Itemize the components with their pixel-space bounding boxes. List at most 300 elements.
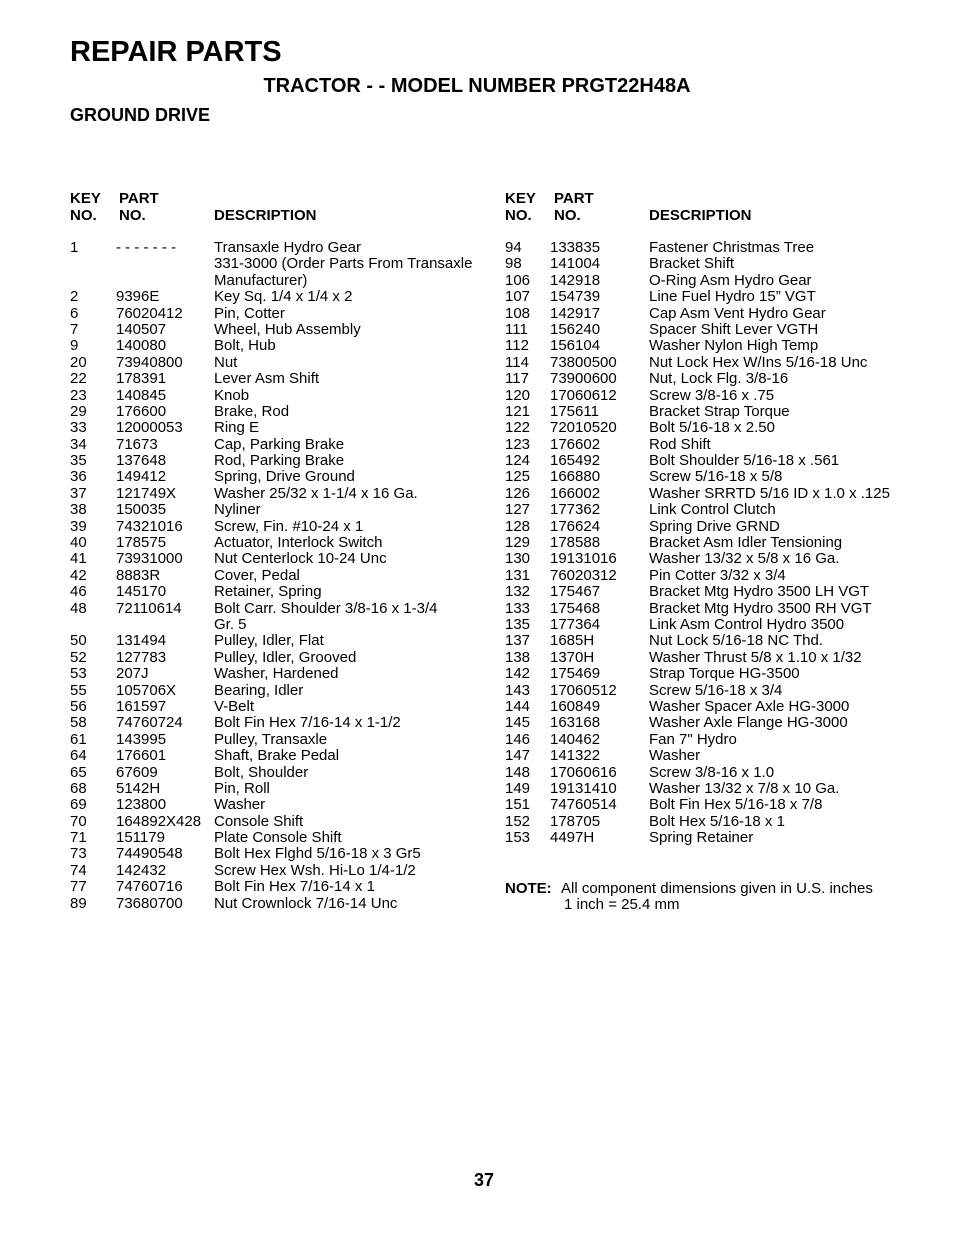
list-item xyxy=(505,732,945,748)
list-item xyxy=(505,256,945,272)
part-key-no: 120 xyxy=(505,386,531,404)
list-item xyxy=(505,666,945,682)
header-no-label: NO. xyxy=(505,207,532,224)
part-key-no: 55 xyxy=(70,681,87,699)
part-description: Manufacturer) xyxy=(214,271,308,289)
list-item xyxy=(70,896,490,912)
part-description: Cover, Pedal xyxy=(214,566,300,584)
list-item xyxy=(70,322,490,338)
part-number: 121749X xyxy=(116,484,177,502)
part-description: Bracket Mtg Hydro 3500 RH VGT xyxy=(649,599,872,617)
part-key-no: 38 xyxy=(70,501,87,519)
list-item xyxy=(70,765,490,781)
part-key-no: 153 xyxy=(505,829,531,847)
part-number: 143995 xyxy=(116,730,167,748)
part-number: 176600 xyxy=(116,402,167,420)
part-description: Spring Retainer xyxy=(649,829,754,847)
part-description: Plate Console Shift xyxy=(214,829,342,847)
part-number: 74760716 xyxy=(116,878,183,896)
part-description: Line Fuel Hydro 15” VGT xyxy=(649,288,816,306)
part-key-no: 127 xyxy=(505,501,531,519)
part-number: 73680700 xyxy=(116,894,183,912)
list-item xyxy=(70,797,490,813)
part-key-no: 148 xyxy=(505,763,531,781)
part-number: 151179 xyxy=(116,829,165,847)
part-description: Link Asm Control Hydro 3500 xyxy=(649,615,845,633)
list-item xyxy=(505,748,945,764)
header-key-label: KEY xyxy=(70,190,101,207)
list-item xyxy=(70,256,490,272)
part-description: Screw 3/8-16 x 1.0 xyxy=(649,763,775,781)
part-number: 175467 xyxy=(550,583,601,601)
page-number: 37 xyxy=(473,1170,495,1190)
part-number: 131494 xyxy=(116,632,167,650)
part-description: Nut Centerlock 10-24 Unc xyxy=(214,550,387,568)
part-description: Pulley, Transaxle xyxy=(214,730,328,748)
part-key-no: 46 xyxy=(70,583,87,601)
list-item xyxy=(505,322,945,338)
header-part-no xyxy=(554,190,594,224)
list-item xyxy=(70,814,490,830)
part-number: 74760724 xyxy=(116,714,183,732)
part-key-no: 2 xyxy=(70,288,79,306)
part-description: O-Ring Asm Hydro Gear xyxy=(649,271,812,289)
part-key-no: 34 xyxy=(70,435,87,453)
list-item xyxy=(70,486,490,502)
part-number: - - - - - - - xyxy=(116,239,176,256)
part-description: Nut Lock 5/16-18 NC Thd. xyxy=(649,632,823,650)
list-item xyxy=(70,502,490,518)
part-number: 164892X428 xyxy=(116,812,202,830)
part-key-no: 133 xyxy=(505,599,531,617)
part-description: Knob xyxy=(214,386,250,404)
part-key-no: 22 xyxy=(70,370,87,388)
model-subtitle: TRACTOR - - MODEL NUMBER PRGT22H48A xyxy=(263,75,691,97)
part-description: Console Shift xyxy=(214,812,304,830)
part-key-no: 37 xyxy=(70,484,87,502)
part-number: 71673 xyxy=(116,435,158,453)
part-key-no: 125 xyxy=(505,468,531,486)
part-description: Pin Cotter 3/32 x 3/4 xyxy=(649,566,786,584)
list-item xyxy=(70,388,490,404)
part-description: Washer SRRTD 5/16 ID x 1.0 x .125 xyxy=(649,484,890,502)
part-description: Link Control Clutch xyxy=(649,501,776,519)
list-item xyxy=(505,273,945,289)
list-item xyxy=(70,355,490,371)
part-key-no: 138 xyxy=(505,648,531,666)
part-description: Pin, Cotter xyxy=(214,304,285,322)
list-item xyxy=(505,519,945,535)
list-item xyxy=(505,338,945,354)
part-number: 141322 xyxy=(550,747,601,765)
part-number: 140845 xyxy=(116,386,167,404)
part-description: Washer 13/32 x 7/8 x 10 Ga. xyxy=(649,779,840,797)
part-key-no: 42 xyxy=(70,566,87,584)
part-number: 142917 xyxy=(550,304,601,322)
part-description: Bracket Shift xyxy=(649,255,735,273)
list-item xyxy=(505,650,945,666)
part-key-no: 48 xyxy=(70,599,87,617)
list-item xyxy=(70,273,490,289)
part-key-no: 130 xyxy=(505,550,531,568)
part-number: 72010520 xyxy=(550,419,617,437)
part-description: Screw 5/16-18 x 3/4 xyxy=(649,681,783,699)
part-description: Fastener Christmas Tree xyxy=(649,239,815,256)
header-part-label: PART xyxy=(119,190,159,207)
part-key-no: 147 xyxy=(505,747,531,765)
list-item xyxy=(70,601,490,617)
part-key-no: 77 xyxy=(70,878,87,896)
list-item xyxy=(505,699,945,715)
header-no-label: NO. xyxy=(554,207,581,224)
part-number: 176602 xyxy=(550,435,601,453)
part-description: Bearing, Idler xyxy=(214,681,304,699)
part-number: 177362 xyxy=(550,501,601,519)
part-description: Washer Thrust 5/8 x 1.10 x 1/32 xyxy=(649,648,862,666)
part-description: Bolt Fin Hex 5/16-18 x 7/8 xyxy=(649,796,823,814)
part-number: 149412 xyxy=(116,468,167,486)
part-key-no: 41 xyxy=(70,550,87,568)
part-key-no: 89 xyxy=(70,894,87,912)
part-number: 140507 xyxy=(116,320,167,338)
part-description: Nyliner xyxy=(214,501,261,519)
part-key-no: 56 xyxy=(70,697,87,715)
part-number: 76020412 xyxy=(116,304,183,322)
part-number: 178391 xyxy=(116,370,167,388)
list-item xyxy=(505,502,945,518)
part-number: 73800500 xyxy=(550,353,617,371)
list-item xyxy=(505,404,945,420)
part-key-no: 7 xyxy=(70,320,79,338)
list-item xyxy=(505,814,945,830)
part-description: Bolt 5/16-18 x 2.50 xyxy=(649,419,775,437)
part-key-no: 40 xyxy=(70,534,87,552)
section-heading: GROUND DRIVE xyxy=(70,105,211,125)
part-description: V-Belt xyxy=(214,697,255,715)
list-item xyxy=(505,551,945,567)
part-key-no: 146 xyxy=(505,730,531,748)
part-key-no: 135 xyxy=(505,615,531,633)
part-number: 127783 xyxy=(116,648,167,666)
list-item xyxy=(505,453,945,469)
part-key-no: 69 xyxy=(70,796,87,814)
list-item xyxy=(70,617,490,633)
part-description: 331-3000 (Order Parts From Transaxle xyxy=(214,255,473,273)
part-description: Fan 7" Hydro xyxy=(649,730,737,748)
list-item xyxy=(70,781,490,797)
part-description: Washer xyxy=(649,747,701,765)
part-description: Ring E xyxy=(214,419,260,437)
part-number: 19131016 xyxy=(550,550,617,568)
list-item xyxy=(70,846,490,862)
header-key-no xyxy=(505,190,536,224)
part-number: 19131410 xyxy=(550,779,617,797)
part-key-no: 149 xyxy=(505,779,531,797)
part-description: Retainer, Spring xyxy=(214,583,322,601)
part-description: Screw Hex Wsh. Hi-Lo 1/4-1/2 xyxy=(214,861,416,879)
part-description: Key Sq. 1/4 x 1/4 x 2 xyxy=(214,288,353,306)
part-number: 17060612 xyxy=(550,386,617,404)
part-description: Washer 25/32 x 1-1/4 x 16 Ga. xyxy=(214,484,418,502)
part-number: 123800 xyxy=(116,796,167,814)
list-item xyxy=(70,584,490,600)
list-item xyxy=(70,732,490,748)
list-item xyxy=(505,715,945,731)
list-item xyxy=(505,601,945,617)
part-description: Pulley, Idler, Flat xyxy=(214,632,324,650)
part-description: Gr. 5 xyxy=(214,615,247,633)
part-number: 1685H xyxy=(550,632,595,650)
header-key-no xyxy=(70,190,101,224)
part-number: 142432 xyxy=(116,861,167,879)
part-description: Screw 5/16-18 x 5/8 xyxy=(649,468,783,486)
part-description: Washer, Hardened xyxy=(214,665,339,683)
part-key-no: 73 xyxy=(70,845,87,863)
part-description: Screw 3/8-16 x .75 xyxy=(649,386,775,404)
header-part-label: PART xyxy=(554,190,594,207)
list-item xyxy=(505,568,945,584)
part-key-no: 112 xyxy=(505,337,529,355)
part-key-no: 39 xyxy=(70,517,87,535)
part-key-no: 33 xyxy=(70,419,87,437)
part-key-no: 23 xyxy=(70,386,87,404)
part-number: 177364 xyxy=(550,615,601,633)
part-number: 17060512 xyxy=(550,681,617,699)
part-number: 178575 xyxy=(116,534,167,552)
list-item xyxy=(70,879,490,895)
part-description: Nut, Lock Flg. 3/8-16 xyxy=(649,370,789,388)
list-item xyxy=(505,355,945,371)
part-key-no: 70 xyxy=(70,812,87,830)
part-key-no: 121 xyxy=(505,402,531,420)
part-number: 160849 xyxy=(550,697,601,715)
note-text: All component dimensions given in U.S. inches xyxy=(561,880,873,897)
part-number: 163168 xyxy=(550,714,601,732)
part-number: 178705 xyxy=(550,812,601,830)
part-description: Washer 13/32 x 5/8 x 16 Ga. xyxy=(649,550,840,568)
part-description: Actuator, Interlock Switch xyxy=(214,534,383,552)
list-item xyxy=(505,240,945,256)
list-item xyxy=(505,617,945,633)
part-description: Strap Torque HG-3500 xyxy=(649,665,800,683)
list-item xyxy=(70,306,490,322)
part-description: Rod Shift xyxy=(649,435,711,453)
header-no-label: NO. xyxy=(119,207,146,224)
part-key-no: 74 xyxy=(70,861,87,879)
list-item xyxy=(505,371,945,387)
part-key-no: 124 xyxy=(505,452,531,470)
list-item xyxy=(505,437,945,453)
part-description: Bolt, Shoulder xyxy=(214,763,309,781)
part-key-no: 106 xyxy=(505,271,531,289)
part-number: 5142H xyxy=(116,779,161,797)
part-number: 73940800 xyxy=(116,353,183,371)
part-number: 166002 xyxy=(550,484,601,502)
list-item xyxy=(70,748,490,764)
list-item xyxy=(70,469,490,485)
part-description: Nut Crownlock 7/16-14 Unc xyxy=(214,894,398,912)
part-number: 73900600 xyxy=(550,370,617,388)
part-description: Cap, Parking Brake xyxy=(214,435,345,453)
part-key-no: 129 xyxy=(505,534,531,552)
part-key-no: 29 xyxy=(70,402,87,420)
part-description: Screw, Fin. #10-24 x 1 xyxy=(214,517,364,535)
list-item xyxy=(505,683,945,699)
part-description: Bolt Fin Hex 7/16-14 x 1 xyxy=(214,878,375,896)
part-number: 145170 xyxy=(116,583,167,601)
header-no-label: NO. xyxy=(70,207,97,224)
header-key-label: KEY xyxy=(505,190,536,207)
part-number: 1370H xyxy=(550,648,595,666)
part-description: Bracket Mtg Hydro 3500 LH VGT xyxy=(649,583,870,601)
part-number: 178588 xyxy=(550,534,601,552)
part-key-no: 64 xyxy=(70,747,87,765)
part-key-no: 117 xyxy=(505,370,529,388)
list-item xyxy=(70,568,490,584)
part-key-no: 131 xyxy=(505,566,531,584)
header-description: DESCRIPTION xyxy=(214,207,317,224)
list-item xyxy=(70,338,490,354)
list-item xyxy=(70,715,490,731)
part-key-no: 126 xyxy=(505,484,531,502)
part-key-no: 143 xyxy=(505,681,531,699)
list-item xyxy=(505,289,945,305)
list-item xyxy=(505,830,945,846)
part-description: Bracket Asm Idler Tensioning xyxy=(649,534,843,552)
list-item xyxy=(70,371,490,387)
list-item xyxy=(505,420,945,436)
part-number: 165492 xyxy=(550,452,601,470)
part-number: 161597 xyxy=(116,697,167,715)
list-item xyxy=(505,797,945,813)
part-key-no: 58 xyxy=(70,714,87,732)
part-number: 156240 xyxy=(550,320,601,338)
part-number: 156104 xyxy=(550,337,601,355)
list-item xyxy=(505,584,945,600)
list-item xyxy=(505,388,945,404)
part-key-no: 98 xyxy=(505,255,522,273)
part-key-no: 6 xyxy=(70,304,79,322)
list-item xyxy=(70,453,490,469)
part-description: Bolt Hex Flghd 5/16-18 x 3 Gr5 xyxy=(214,845,421,863)
list-item xyxy=(70,437,490,453)
parts-list-left xyxy=(70,240,490,912)
list-item xyxy=(70,420,490,436)
part-key-no: 151 xyxy=(505,796,531,814)
part-key-no: 152 xyxy=(505,812,531,830)
part-key-no: 107 xyxy=(505,288,531,306)
part-number: 4497H xyxy=(550,829,595,847)
note xyxy=(505,880,873,913)
part-description: Bolt Shoulder 5/16-18 x .561 xyxy=(649,452,840,470)
part-key-no: 9 xyxy=(70,337,79,355)
part-description: Shaft, Brake Pedal xyxy=(214,747,340,765)
list-item xyxy=(70,535,490,551)
list-item xyxy=(70,699,490,715)
part-description: Washer Spacer Axle HG-3000 xyxy=(649,697,850,715)
part-key-no: 123 xyxy=(505,435,531,453)
part-key-no: 111 xyxy=(505,320,528,338)
part-description: Transaxle Hydro Gear xyxy=(214,239,361,256)
part-description: Bolt Carr. Shoulder 3/8-16 x 1-3/4 xyxy=(214,599,438,617)
part-description: Nut Lock Hex W/Ins 5/16-18 Unc xyxy=(649,353,868,371)
part-description: Pin, Roll xyxy=(214,779,270,797)
part-description: Nut xyxy=(214,353,238,371)
part-number: 142918 xyxy=(550,271,601,289)
header-part-no xyxy=(119,190,159,224)
part-description: Bracket Strap Torque xyxy=(649,402,790,420)
part-number: 140462 xyxy=(550,730,601,748)
list-item xyxy=(70,863,490,879)
part-description: Washer xyxy=(214,796,266,814)
header-description: DESCRIPTION xyxy=(649,207,752,224)
part-number: 207J xyxy=(116,665,149,683)
list-item xyxy=(70,289,490,305)
part-description: Lever Asm Shift xyxy=(214,370,320,388)
list-item xyxy=(70,240,490,256)
part-description: Spring, Drive Ground xyxy=(214,468,355,486)
list-item xyxy=(505,781,945,797)
part-number: 140080 xyxy=(116,337,167,355)
part-number: 175611 xyxy=(550,402,599,420)
list-item xyxy=(505,535,945,551)
list-item xyxy=(505,486,945,502)
part-key-no: 132 xyxy=(505,583,531,601)
part-description: Bolt Hex 5/16-18 x 1 xyxy=(649,812,785,830)
part-number: 12000053 xyxy=(116,419,183,437)
part-number: 175468 xyxy=(550,599,601,617)
part-description: Pulley, Idler, Grooved xyxy=(214,648,357,666)
parts-list-right xyxy=(505,240,945,846)
part-description: Spacer Shift Lever VGTH xyxy=(649,320,819,338)
part-number: 166880 xyxy=(550,468,601,486)
note-conversion: 1 inch = 25.4 mm xyxy=(564,896,680,913)
part-number: 137648 xyxy=(116,452,167,470)
list-item xyxy=(505,306,945,322)
part-key-no: 144 xyxy=(505,697,531,715)
part-key-no: 36 xyxy=(70,468,87,486)
part-key-no: 65 xyxy=(70,763,87,781)
part-key-no: 114 xyxy=(505,353,529,371)
part-description: Cap Asm Vent Hydro Gear xyxy=(649,304,826,322)
part-number: 67609 xyxy=(116,763,158,781)
part-key-no: 94 xyxy=(505,239,522,256)
part-number: 74760514 xyxy=(550,796,617,814)
part-key-no: 122 xyxy=(505,419,531,437)
part-key-no: 50 xyxy=(70,632,87,650)
part-number: 74321016 xyxy=(116,517,183,535)
part-key-no: 128 xyxy=(505,517,531,535)
part-key-no: 61 xyxy=(70,730,87,748)
part-number: 176624 xyxy=(550,517,601,535)
part-number: 72110614 xyxy=(116,599,182,617)
part-description: Rod, Parking Brake xyxy=(214,452,345,470)
list-item xyxy=(505,469,945,485)
part-description: Bolt, Hub xyxy=(214,337,276,355)
part-number: 73931000 xyxy=(116,550,183,568)
part-key-no: 53 xyxy=(70,665,87,683)
list-item xyxy=(70,633,490,649)
part-number: 133835 xyxy=(550,239,601,256)
part-number: 105706X xyxy=(116,681,177,699)
part-key-no: 71 xyxy=(70,829,87,847)
part-key-no: 108 xyxy=(505,304,531,322)
part-description: Wheel, Hub Assembly xyxy=(214,320,361,338)
part-key-no: 35 xyxy=(70,452,87,470)
part-description: Spring Drive GRND xyxy=(649,517,780,535)
part-key-no: 52 xyxy=(70,648,87,666)
list-item xyxy=(70,404,490,420)
